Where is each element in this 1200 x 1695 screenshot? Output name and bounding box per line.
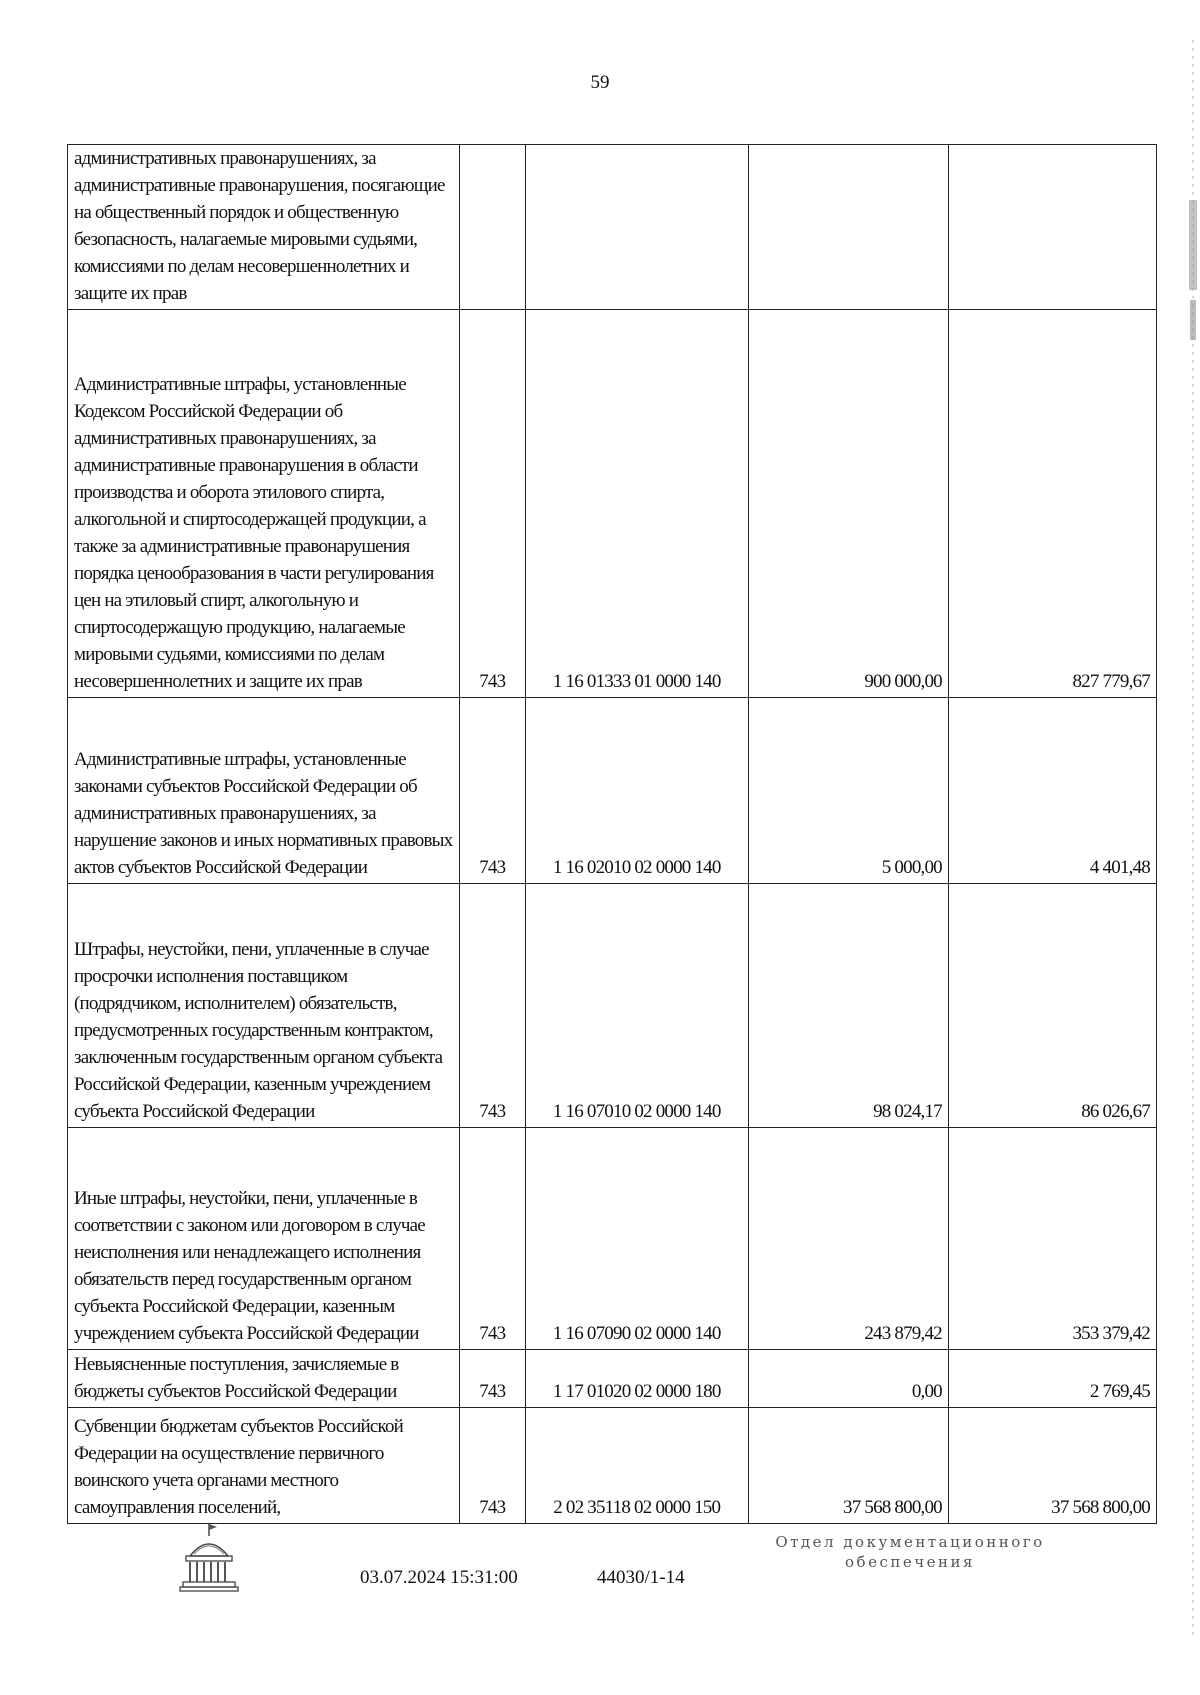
income-name-cell: Штрафы, неустойки, пени, уплаченные в случае просрочки исполнения поставщиком (подрядчиком, исполнителем) обязательств, предусмотренных государственным контрактом, заключенным государственным органом субъекта Российской Федерации, казенным учреждением субъекта Российской Федерации [68, 884, 460, 1128]
revenue-table [67, 144, 1157, 1524]
fact-amount-cell: 86 026,67 [948, 884, 1156, 1128]
income-name-cell: Административные штрафы, установленные Кодексом Российской Федерации об административных правонарушениях, за административные правонарушения в области производства и оборота этилового спирта, алкогольной и спиртосодержащей продукции, а также за административные правонарушения порядка ценообразования в части регулирования цен на этиловый спирт, алкогольную и спиртосодержащую продукцию, налагаемые мировыми судьями, комиссиями по делам несовершеннолетних и защите их прав [68, 310, 460, 698]
plan-amount-cell: 98 024,17 [748, 884, 948, 1128]
plan-amount-cell: 900 000,00 [748, 310, 948, 698]
building-emblem-icon [176, 1520, 246, 1600]
stamp-line-2: обеспечения [845, 1553, 975, 1571]
table-row [68, 145, 1157, 310]
table-row [68, 1128, 1157, 1350]
fact-amount-cell: 353 379,42 [948, 1128, 1156, 1350]
budget-code-cell: 1 17 01020 02 0000 180 [525, 1350, 748, 1408]
registration-date: 03.07.2024 15:31:00 [360, 1567, 518, 1588]
plan-amount-cell [748, 145, 948, 310]
admin-code-cell: 743 [459, 884, 525, 1128]
fact-amount-cell: 4 401,48 [948, 698, 1156, 884]
admin-code-cell: 743 [459, 1350, 525, 1408]
budget-code-cell: 1 16 02010 02 0000 140 [525, 698, 748, 884]
page-number: 59 [590, 72, 610, 93]
department-stamp [760, 1532, 1060, 1572]
income-name-cell: Субвенции бюджетам субъектов Российской Федерации на осуществление первичного воинского учета органами местного самоуправления поселений, [68, 1408, 460, 1524]
admin-code-cell: 743 [459, 310, 525, 698]
budget-code-cell [525, 145, 748, 310]
table-row [68, 1408, 1157, 1524]
plan-amount-cell: 243 879,42 [748, 1128, 948, 1350]
budget-code-cell: 1 16 07010 02 0000 140 [525, 884, 748, 1128]
fact-amount-cell: 827 779,67 [948, 310, 1156, 698]
table-row [68, 310, 1157, 698]
table-row [68, 698, 1157, 884]
income-name-cell: Иные штрафы, неустойки, пени, уплаченные в соответствии с законом или договором в случае неисполнения или ненадлежащего исполнения обязательств перед государственным органом субъекта Российской Федерации, казенным учреждением субъекта Российской Федерации [68, 1128, 460, 1350]
income-name-cell: Невыясненные поступления, зачисляемые в бюджеты субъектов Российской Федерации [68, 1350, 460, 1408]
income-name-cell: Административные штрафы, установленные законами субъектов Российской Федерации об административных правонарушениях, за нарушение законов и иных нормативных правовых актов субъектов Российской Федерации [68, 698, 460, 884]
admin-code-cell: 743 [459, 1128, 525, 1350]
registration-number: 44030/1-14 [597, 1567, 685, 1588]
admin-code-cell: 743 [459, 698, 525, 884]
table-row [68, 884, 1157, 1128]
plan-amount-cell: 0,00 [748, 1350, 948, 1408]
admin-code-cell [459, 145, 525, 310]
admin-code-cell: 743 [459, 1408, 525, 1524]
budget-code-cell: 2 02 35118 02 0000 150 [525, 1408, 748, 1524]
plan-amount-cell: 37 568 800,00 [748, 1408, 948, 1524]
plan-amount-cell: 5 000,00 [748, 698, 948, 884]
table-row [68, 1350, 1157, 1408]
table-body [68, 145, 1157, 1524]
fact-amount-cell: 2 769,45 [948, 1350, 1156, 1408]
budget-code-cell: 1 16 01333 01 0000 140 [525, 310, 748, 698]
scan-edge-artifact [1186, 40, 1200, 1640]
income-name-cell: административных правонарушениях, за административные правонарушения, посягающие на общественный порядок и общественную безопасность, налагаемые мировыми судьями, комиссиями по делам несовершеннолетних и защите их прав [68, 145, 460, 310]
stamp-line-1: Отдел документационного [775, 1533, 1045, 1551]
fact-amount-cell: 37 568 800,00 [948, 1408, 1156, 1524]
budget-code-cell: 1 16 07090 02 0000 140 [525, 1128, 748, 1350]
fact-amount-cell [948, 145, 1156, 310]
